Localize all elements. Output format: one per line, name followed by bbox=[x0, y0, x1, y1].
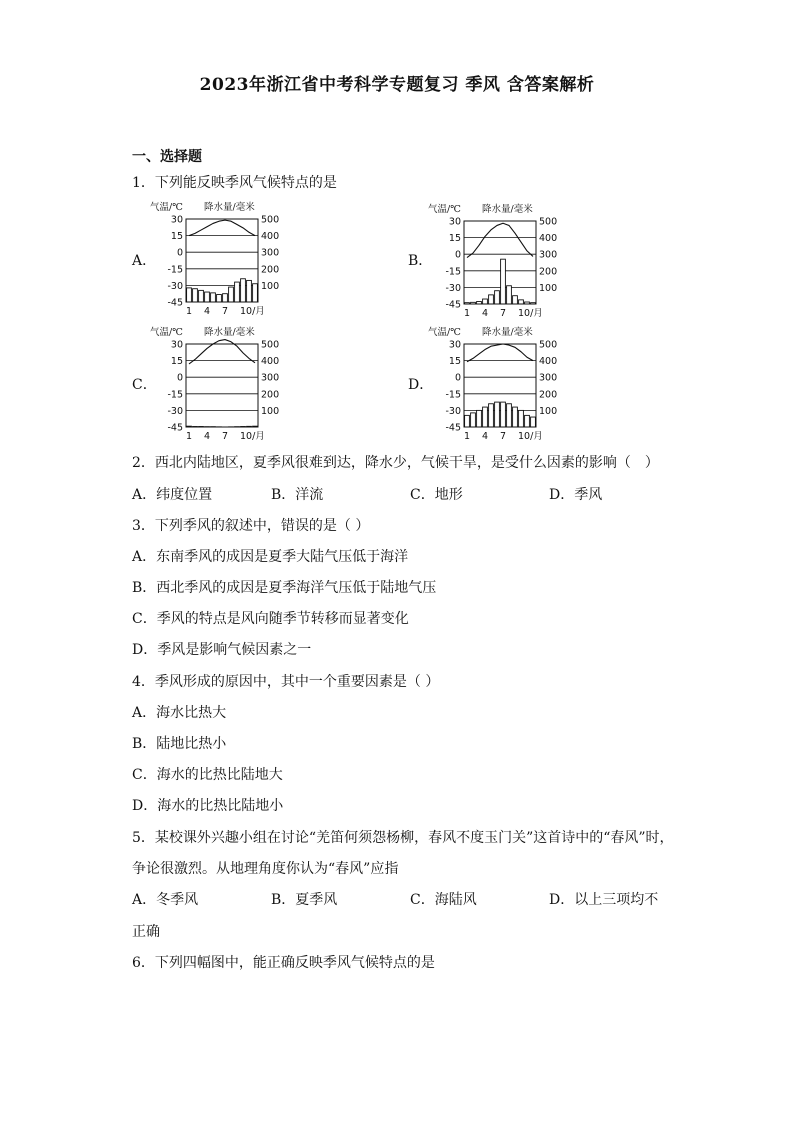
precip-bar bbox=[235, 282, 240, 302]
chart-c-label: C． bbox=[132, 377, 157, 393]
month-tick-label: 4 bbox=[204, 431, 211, 442]
precip-tick-label: 500 bbox=[261, 339, 280, 351]
temp-tick-label: -15 bbox=[167, 389, 183, 401]
precip-bar bbox=[205, 292, 210, 302]
month-tick-label: 1 bbox=[186, 306, 193, 317]
precip-bar bbox=[229, 287, 234, 302]
q3-option-a: A．东南季风的成因是夏季大陆气压低于海洋 bbox=[132, 549, 409, 565]
question-3: 3．下列季风的叙述中，错误的是（ ） bbox=[132, 518, 370, 534]
precip-tick-label: 200 bbox=[261, 389, 280, 401]
question-2: 2．西北内陆地区，夏季风很难到达，降水少，气候干旱，是受什么因素的影响（ ） bbox=[132, 455, 659, 471]
precip-bar bbox=[217, 295, 222, 302]
temp-tick-label: 30 bbox=[448, 216, 461, 228]
q2-option-d: D．季风 bbox=[549, 487, 603, 503]
precip-bar bbox=[199, 290, 204, 302]
temp-tick-label: 15 bbox=[170, 356, 183, 368]
temperature-curve bbox=[467, 223, 533, 257]
month-tick-label: 4 bbox=[482, 431, 489, 442]
precip-tick-label: 200 bbox=[539, 266, 558, 278]
q2-option-b: B．洋流 bbox=[271, 487, 324, 503]
month-tick-label: 10/月 bbox=[240, 431, 265, 442]
month-tick-label: 10/月 bbox=[518, 308, 543, 319]
chart-b-label: B． bbox=[408, 253, 433, 269]
precip-bar bbox=[513, 296, 518, 304]
q4-option-c: C．海水的比热比陆地大 bbox=[132, 767, 283, 783]
precip-bar bbox=[223, 294, 228, 302]
temp-tick-label: 30 bbox=[170, 214, 183, 226]
temp-tick-label: -15 bbox=[445, 389, 461, 401]
precip-tick-label: 200 bbox=[261, 264, 280, 276]
q5-option-a: A．冬季风 bbox=[132, 892, 199, 908]
q2-option-a: A．纬度位置 bbox=[132, 487, 213, 503]
precip-tick-label: 100 bbox=[539, 405, 558, 417]
precip-bar bbox=[241, 279, 246, 302]
temp-tick-label: -30 bbox=[167, 405, 183, 417]
climate-chart-c bbox=[150, 323, 295, 443]
precip-tick-label: 400 bbox=[261, 231, 280, 243]
precip-tick-label: 400 bbox=[539, 233, 558, 245]
month-tick-label: 1 bbox=[186, 431, 193, 442]
temp-tick-label: -45 bbox=[167, 297, 183, 309]
precip-tick-label: 100 bbox=[261, 405, 280, 417]
precip-bar bbox=[525, 415, 530, 427]
temp-tick-label: -45 bbox=[445, 299, 461, 311]
temp-tick-label: 15 bbox=[448, 356, 461, 368]
temp-tick-label: 0 bbox=[454, 249, 461, 261]
precip-bar bbox=[477, 410, 482, 427]
question-1: 1．下列能反映季风气候特点的是 bbox=[132, 175, 337, 191]
temp-tick-label: 0 bbox=[454, 372, 461, 384]
precip-tick-label: 500 bbox=[539, 339, 558, 351]
precip-tick-label: 100 bbox=[539, 282, 558, 294]
q3-option-d: D．季风是影响气候因素之一 bbox=[132, 642, 312, 658]
precip-tick-label: 300 bbox=[261, 247, 280, 259]
precip-bar bbox=[483, 407, 488, 427]
precip-bar bbox=[465, 415, 470, 427]
q5-option-d-wrap: 正确 bbox=[132, 924, 160, 940]
month-tick-label: 7 bbox=[500, 431, 507, 442]
temp-tick-label: -30 bbox=[445, 282, 461, 294]
q4-option-d: D．海水的比热比陆地小 bbox=[132, 798, 284, 814]
precip-bar bbox=[507, 404, 512, 427]
precip-tick-label: 100 bbox=[261, 280, 280, 292]
temp-tick-label: -30 bbox=[167, 280, 183, 292]
temp-tick-label: -15 bbox=[445, 266, 461, 278]
month-tick-label: 7 bbox=[222, 431, 229, 442]
chart-frame bbox=[464, 221, 536, 304]
precip-axis-header: 降水量/毫米 bbox=[204, 202, 255, 213]
temp-tick-label: 15 bbox=[448, 233, 461, 245]
precip-bar bbox=[495, 402, 500, 427]
section-heading: 一、选择题 bbox=[132, 149, 202, 165]
month-tick-label: 4 bbox=[204, 306, 211, 317]
q3-option-c: C．季风的特点是风向随季节转移而显著变化 bbox=[132, 611, 409, 627]
temperature-curve bbox=[467, 344, 533, 362]
precip-bar bbox=[519, 300, 524, 304]
precip-bar bbox=[489, 295, 494, 304]
temp-axis-header: 气温/℃ bbox=[428, 327, 461, 338]
temp-tick-label: -15 bbox=[167, 264, 183, 276]
climate-chart-a bbox=[150, 198, 295, 318]
precip-bar bbox=[489, 404, 494, 427]
precip-bar bbox=[501, 259, 506, 304]
month-tick-label: 7 bbox=[222, 306, 229, 317]
question-4: 4．季风形成的原因中，其中一个重要因素是（ ） bbox=[132, 674, 440, 690]
q5-option-d: D．以上三项均不 bbox=[549, 892, 659, 908]
month-tick-label: 1 bbox=[464, 308, 471, 319]
precip-tick-label: 300 bbox=[261, 372, 280, 384]
temp-tick-label: -45 bbox=[445, 422, 461, 434]
precip-bar bbox=[253, 284, 258, 302]
month-tick-label: 1 bbox=[464, 431, 471, 442]
precip-bar bbox=[471, 413, 476, 427]
q4-option-b: B．陆地比热小 bbox=[132, 736, 227, 752]
q5-option-c: C．海陆风 bbox=[410, 892, 477, 908]
temp-tick-label: -30 bbox=[445, 405, 461, 417]
q2-option-c: C．地形 bbox=[410, 487, 463, 503]
precip-axis-header: 降水量/毫米 bbox=[204, 327, 255, 338]
precip-bar bbox=[513, 407, 518, 427]
temperature-curve bbox=[189, 220, 255, 235]
precip-bar bbox=[247, 280, 252, 302]
precip-tick-label: 200 bbox=[539, 389, 558, 401]
precip-bar bbox=[193, 289, 198, 302]
precip-axis-header: 降水量/毫米 bbox=[482, 327, 533, 338]
question-5-line-2: 争论很激烈。从地理角度你认为“春风”应指 bbox=[132, 861, 399, 877]
precip-bar bbox=[211, 293, 216, 302]
q5-option-b: B．夏季风 bbox=[271, 892, 338, 908]
climate-chart-d bbox=[428, 323, 573, 443]
chart-a-label: A． bbox=[132, 253, 157, 269]
precip-tick-label: 500 bbox=[261, 214, 280, 226]
question-6: 6．下列四幅图中，能正确反映季风气候特点的是 bbox=[132, 955, 435, 971]
temp-axis-header: 气温/℃ bbox=[150, 202, 183, 213]
temp-tick-label: 30 bbox=[170, 339, 183, 351]
question-5-line-1: 5．某校课外兴趣小组在讨论“羌笛何须怨杨柳，春风不度玉门关”这首诗中的“春风”时， bbox=[132, 830, 674, 846]
temp-tick-label: -45 bbox=[167, 422, 183, 434]
precip-bar bbox=[531, 417, 536, 427]
temp-axis-header: 气温/℃ bbox=[428, 204, 461, 215]
precip-tick-label: 400 bbox=[539, 356, 558, 368]
chart-d-label: D． bbox=[408, 377, 434, 393]
precip-bar bbox=[501, 402, 506, 427]
temp-axis-header: 气温/℃ bbox=[150, 327, 183, 338]
precip-axis-header: 降水量/毫米 bbox=[482, 204, 533, 215]
temp-tick-label: 0 bbox=[176, 372, 183, 384]
q3-option-b: B．西北季风的成因是夏季海洋气压低于陆地气压 bbox=[132, 580, 437, 596]
month-tick-label: 7 bbox=[500, 308, 507, 319]
temp-tick-label: 15 bbox=[170, 231, 183, 243]
precip-bar bbox=[495, 291, 500, 304]
precip-tick-label: 500 bbox=[539, 216, 558, 228]
temp-tick-label: 30 bbox=[448, 339, 461, 351]
month-tick-label: 4 bbox=[482, 308, 489, 319]
precip-tick-label: 400 bbox=[261, 356, 280, 368]
climate-chart-b bbox=[428, 200, 573, 320]
temp-tick-label: 0 bbox=[176, 247, 183, 259]
precip-tick-label: 300 bbox=[539, 249, 558, 261]
q4-option-a: A．海水比热大 bbox=[132, 705, 227, 721]
precip-bar bbox=[519, 410, 524, 427]
precip-tick-label: 300 bbox=[539, 372, 558, 384]
month-tick-label: 10/月 bbox=[240, 306, 265, 317]
precip-bar bbox=[187, 288, 192, 302]
precip-bar bbox=[483, 299, 488, 304]
month-tick-label: 10/月 bbox=[518, 431, 543, 442]
document-title: 2023年浙江省中考科学专题复习 季风 含答案解析 bbox=[199, 75, 595, 95]
precip-bar bbox=[507, 286, 512, 304]
